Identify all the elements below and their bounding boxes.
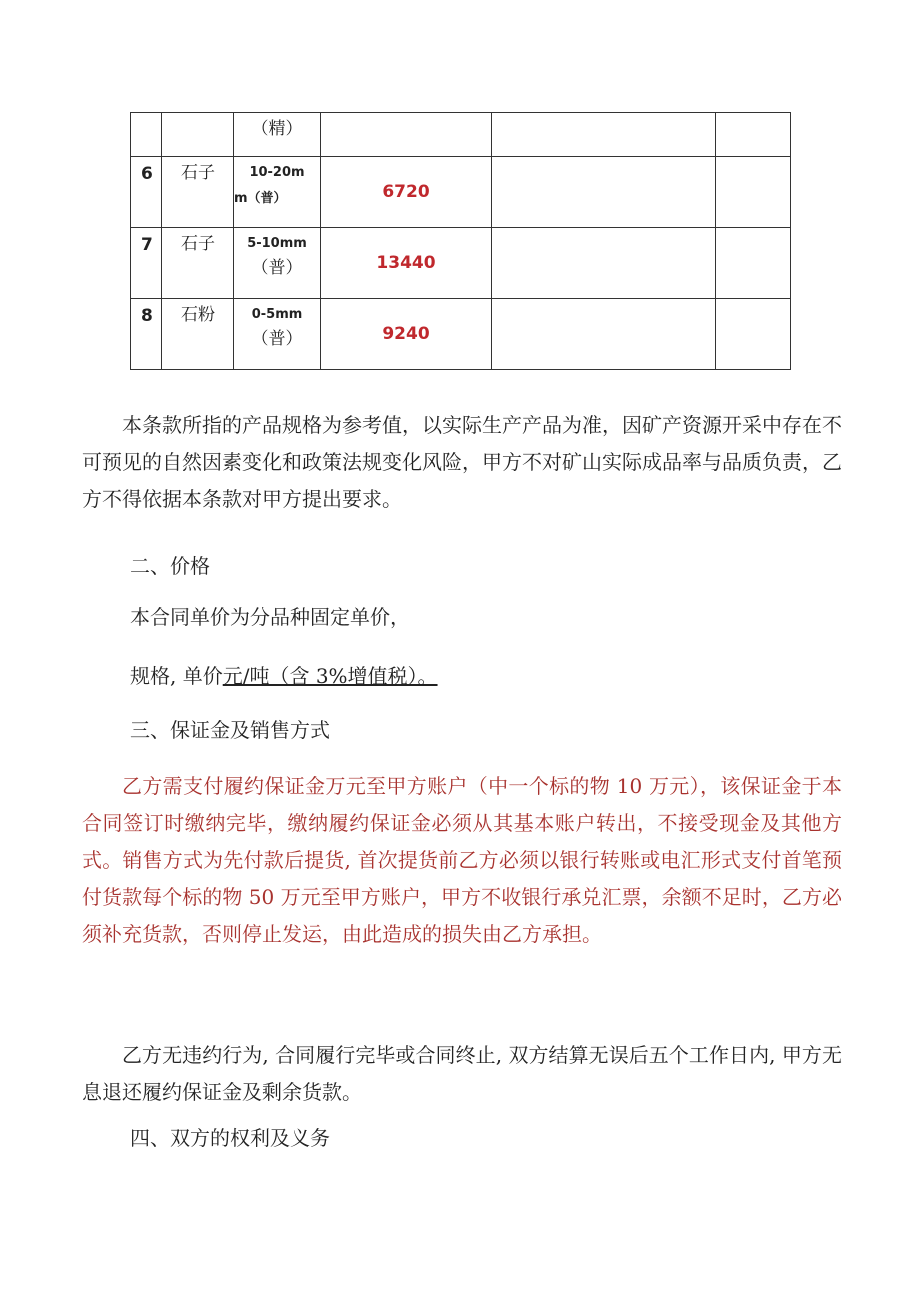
cell-empty bbox=[492, 157, 716, 228]
table-row bbox=[131, 157, 791, 228]
cell-name: 石子 bbox=[162, 228, 234, 299]
cell-empty bbox=[716, 113, 791, 157]
spec-size: 5-10mm bbox=[247, 236, 307, 251]
price-line-1: 本合同单价为分品种固定单价， bbox=[130, 605, 410, 629]
section-heading-price: 二、价格 bbox=[130, 554, 210, 578]
cell-empty bbox=[716, 228, 791, 299]
cell-qty: 13440 bbox=[321, 228, 492, 299]
refund-paragraph: 乙方无违约行为, 合同履行完毕或合同终止, 双方结算无误后五个工作日内, 甲方无息退还履约保证金及剩余货款。 bbox=[82, 1043, 842, 1104]
cell-spec bbox=[234, 228, 321, 299]
cell-spec bbox=[234, 157, 321, 228]
table-row bbox=[131, 299, 791, 370]
product-table bbox=[130, 112, 791, 370]
deposit-paragraph: 乙方需支付履约保证金万元至甲方账户（中一个标的物 10 万元），该保证金于本合同签订时缴纳完毕，缴纳履约保证金必须从其基本账户转出，不接受现金及其他方式。销售方式为先付款后提货, 首次提货前乙方必须以银行转账或电汇形式支付首笔预付货款每个标的物 50 万元至甲方账户，甲方不收银行承兑汇票，余额不足时，乙方必须补充货款，否则停止发运，由此造成的损失由乙方承担。 bbox=[82, 774, 842, 946]
cell-spec bbox=[234, 113, 321, 157]
cell-empty bbox=[492, 113, 716, 157]
cell-no: 7 bbox=[131, 228, 162, 299]
price-unit: 元/吨（含 3%增值税）。 bbox=[222, 664, 438, 688]
cell-empty bbox=[716, 299, 791, 370]
price-prefix: 规格, 单价 bbox=[130, 664, 223, 688]
cell-qty: 9240 bbox=[321, 299, 492, 370]
spec-size: 0-5mm bbox=[251, 307, 303, 322]
section-heading-rights: 四、双方的权利及义务 bbox=[130, 1126, 330, 1150]
cell-qty: 6720 bbox=[321, 157, 492, 228]
section-heading-deposit: 三、保证金及销售方式 bbox=[130, 718, 330, 742]
cell-name: 石粉 bbox=[162, 299, 234, 370]
cell-empty bbox=[492, 228, 716, 299]
cell-spec bbox=[234, 299, 321, 370]
cell-no bbox=[131, 113, 162, 157]
cell-no: 6 bbox=[131, 157, 162, 228]
spec-text: （精） bbox=[251, 119, 303, 139]
cell-name: 石子 bbox=[162, 157, 234, 228]
spec-grade: （普） bbox=[251, 329, 303, 349]
spec-grade: m（普） bbox=[234, 191, 287, 206]
table-row bbox=[131, 113, 791, 157]
table-row bbox=[131, 228, 791, 299]
spec-grade: （普） bbox=[251, 258, 303, 278]
cell-qty bbox=[321, 113, 492, 157]
price-line-2 bbox=[130, 658, 890, 695]
cell-name bbox=[162, 113, 234, 157]
spec-size: 10-20m bbox=[249, 165, 305, 180]
cell-empty bbox=[716, 157, 791, 228]
clause-note: 本条款所指的产品规格为参考值，以实际生产产品为准，因矿产资源开采中存在不可预见的自然因素变化和政策法规变化风险，甲方不对矿山实际成品率与品质负责，乙方不得依据本条款对甲方提出要求。 bbox=[82, 413, 842, 511]
cell-empty bbox=[492, 299, 716, 370]
cell-no: 8 bbox=[131, 299, 162, 370]
